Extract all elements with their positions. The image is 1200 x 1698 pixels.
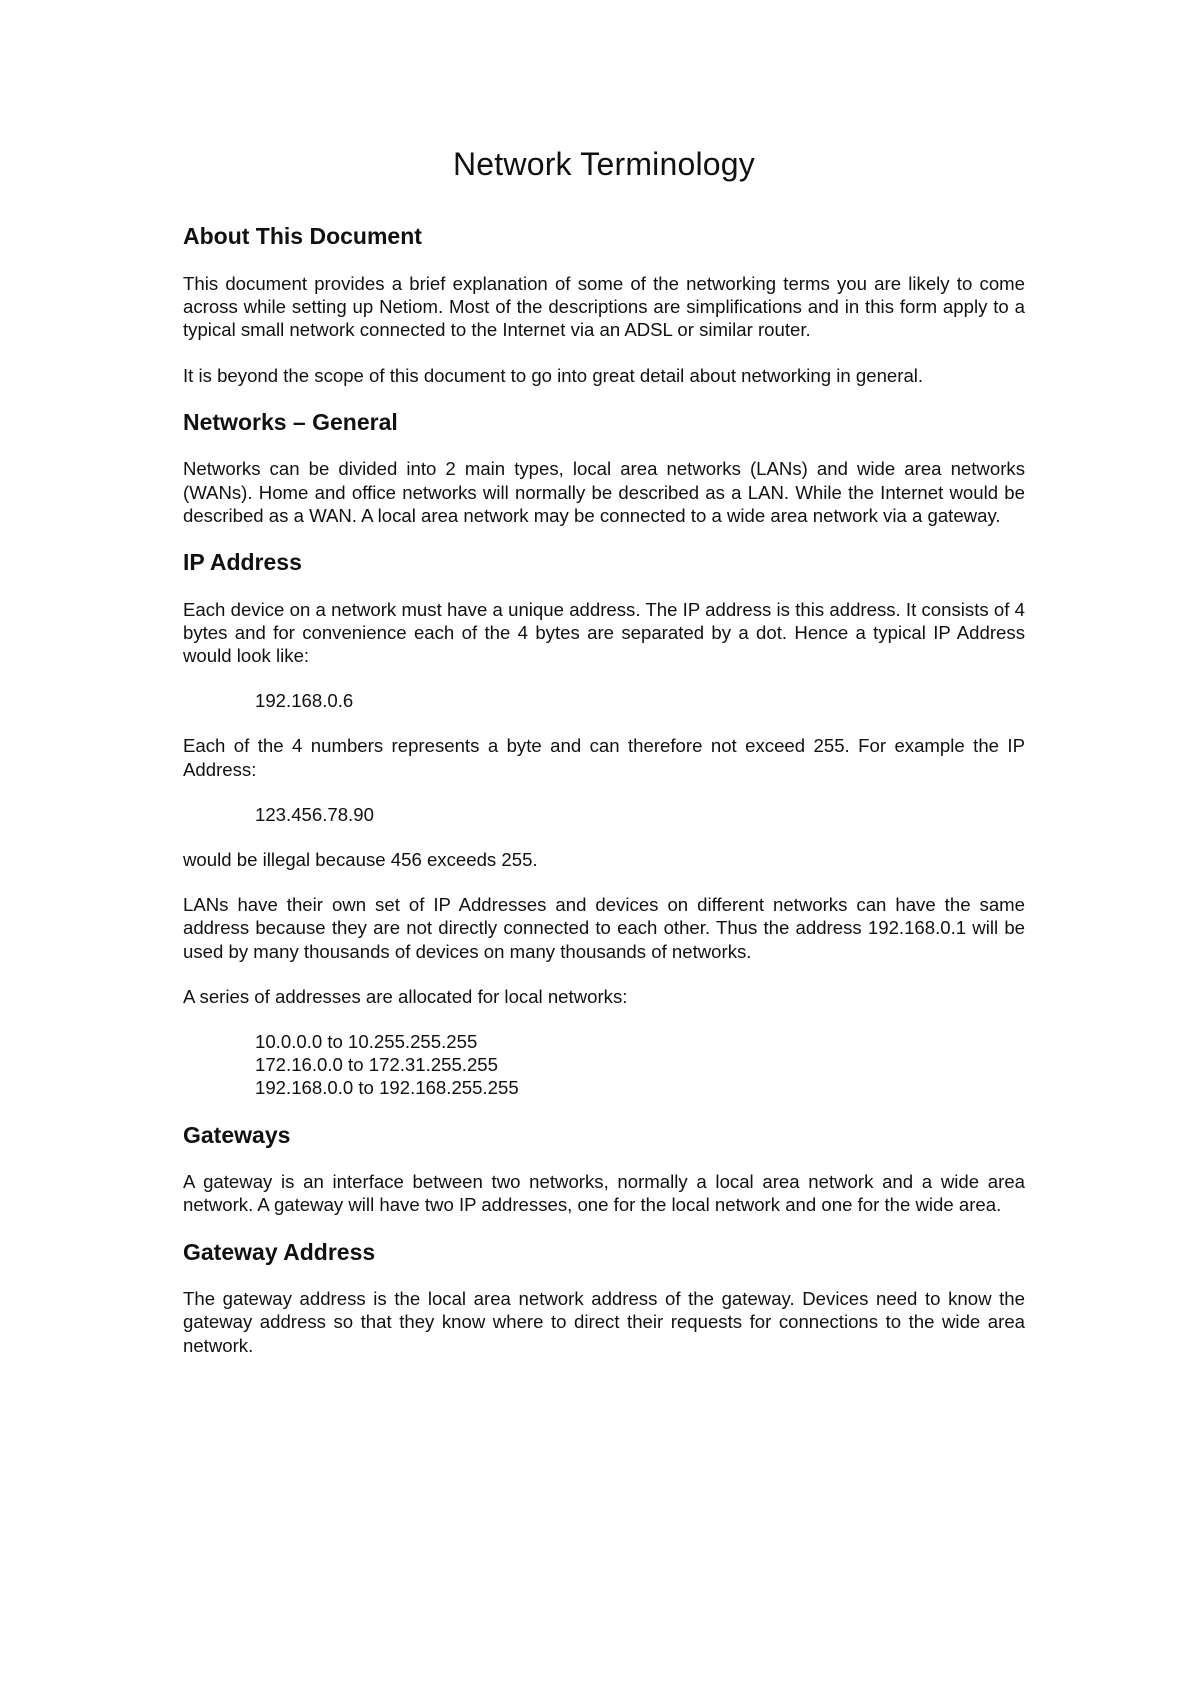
section-heading-networks-general: Networks – General [183, 408, 398, 435]
section-heading-gateways: Gateways [183, 1121, 291, 1148]
section-ip-address [183, 549, 1025, 1100]
document-body [183, 145, 1025, 1379]
document-title: Network Terminology [453, 146, 755, 182]
paragraph: It is beyond the scope of this document to go into great detail about networking in general. [183, 364, 924, 386]
paragraph: This document provides a brief explanation of some of the networking terms you are likely to come across while setting up Netiom. Most of the descriptions are simplifications and in this form apply to a typical small network connected to the Internet via an ADSL or similar router. [183, 272, 1025, 341]
ip-example-valid: 192.168.0.6 [255, 690, 354, 712]
paragraph: The gateway address is the local area network address of the gateway. Devices need to know the gateway address so that they know where to direct their requests for connections to the wide area network. [183, 1288, 1025, 1356]
paragraph: Networks can be divided into 2 main types, local area networks (LANs) and wide area networks (WANs). Home and office networks will normally be described as a LAN. While the Internet would be described as a WAN. A local area network may be connected to a wide area network via a gateway. [183, 458, 1025, 526]
private-address-ranges [183, 1030, 1025, 1100]
paragraph: LANs have their own set of IP Addresses and devices on different networks can have the same address because they are not directly connected to each other. Thus the address 192.168.0.1 will be used by many thousands of devices on many thousands of networks. [183, 894, 1025, 962]
paragraph: Each device on a network must have a unique address. The IP address is this address. It consists of 4 bytes and for convenience each of the 4 bytes are separated by a dot. Hence a typical IP Address would look like: [183, 598, 1025, 666]
section-gateways [183, 1122, 1025, 1217]
paragraph: A series of addresses are allocated for local networks: [183, 985, 628, 1007]
paragraph: A gateway is an interface between two networks, normally a local area network and a wide area network. A gateway will have two IP addresses, one for the local network and one for the wide area. [183, 1171, 1025, 1216]
section-about [183, 223, 1025, 386]
address-range: 192.168.0.0 to 192.168.255.255 [255, 1077, 519, 1099]
section-heading-about: About This Document [183, 223, 422, 250]
section-heading-gateway-address: Gateway Address [183, 1238, 376, 1265]
address-range: 10.0.0.0 to 10.255.255.255 [255, 1031, 478, 1053]
address-range: 172.16.0.0 to 172.31.255.255 [255, 1054, 498, 1076]
paragraph: would be illegal because 456 exceeds 255. [183, 849, 538, 871]
paragraph: Each of the 4 numbers represents a byte and can therefore not exceed 255. For example the IP Address: [183, 735, 1025, 780]
section-gateway-address [183, 1239, 1025, 1357]
section-networks-general [183, 409, 1025, 527]
section-heading-ip-address: IP Address [183, 549, 302, 575]
ip-example-invalid: 123.456.78.90 [255, 803, 374, 825]
